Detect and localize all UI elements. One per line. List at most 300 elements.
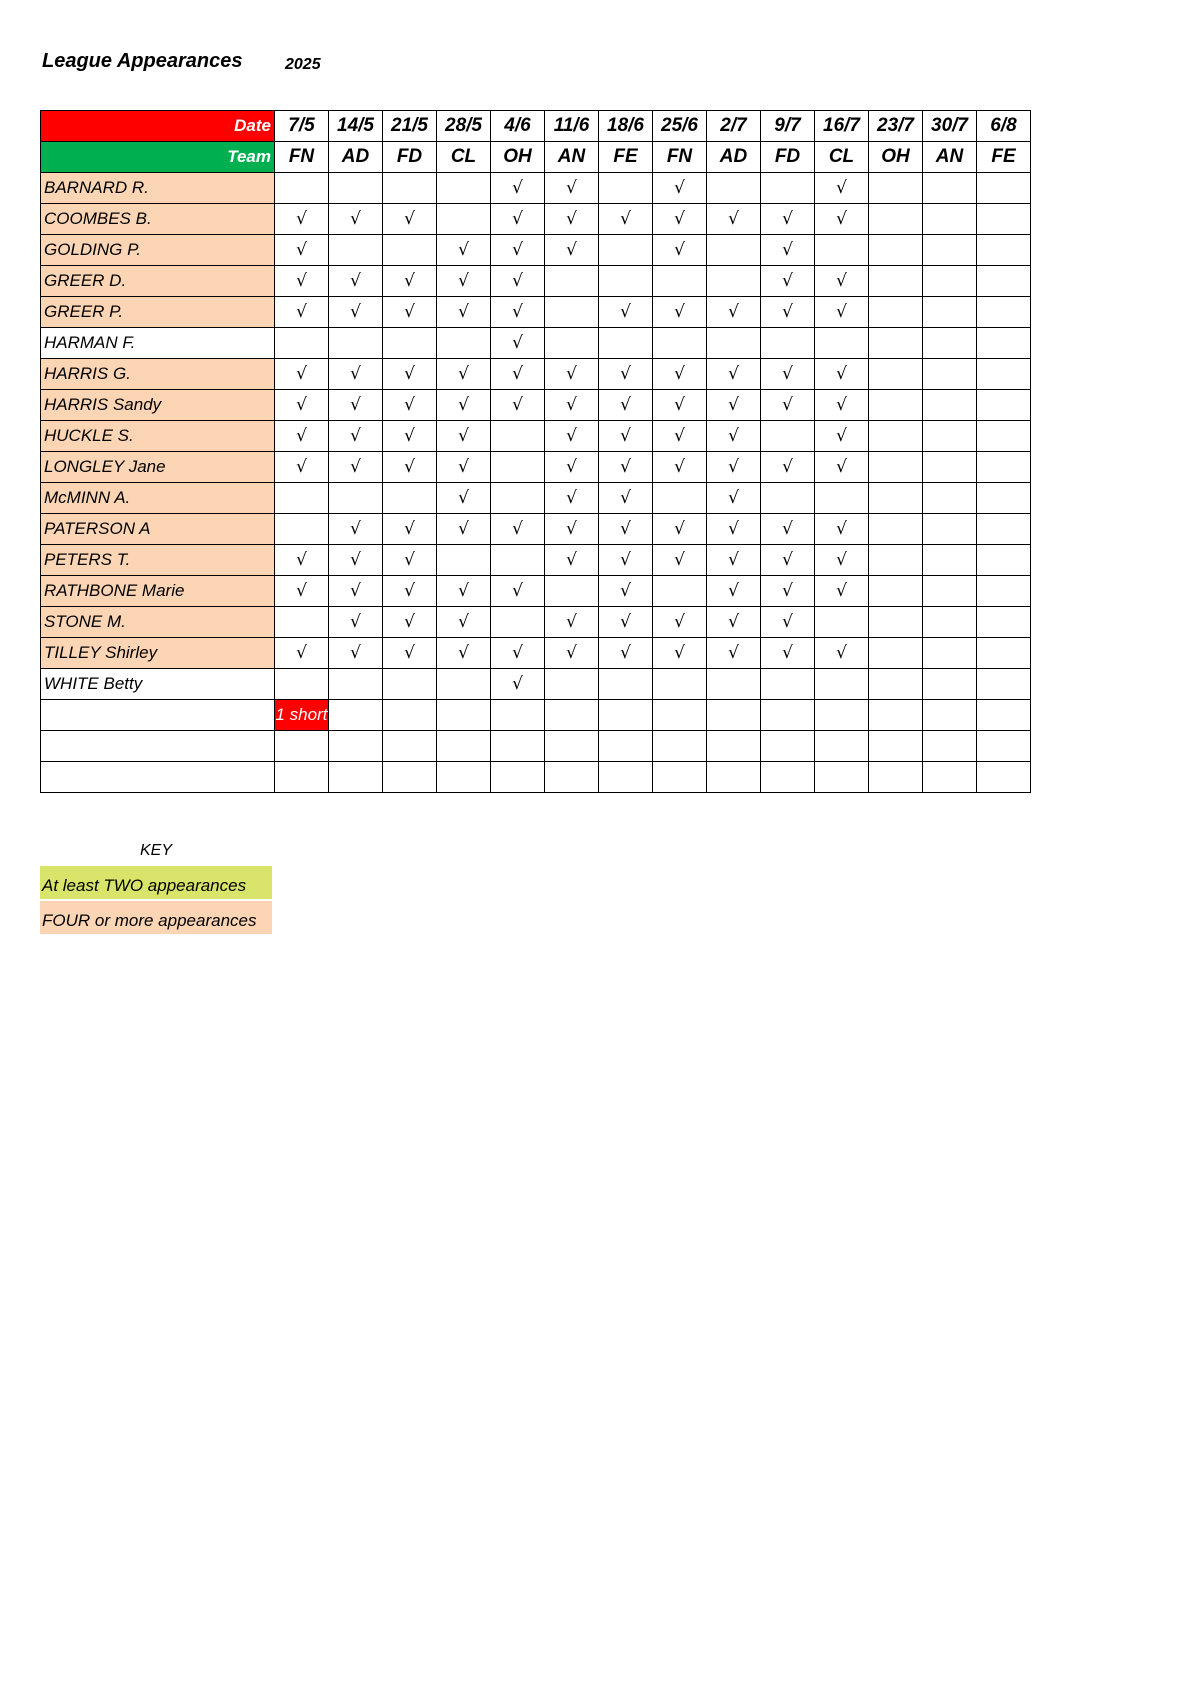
tick-mark: √ (329, 421, 383, 452)
tick-mark: √ (275, 390, 329, 421)
tick-mark: √ (707, 421, 761, 452)
tick-mark: √ (599, 390, 653, 421)
tick-mark: √ (653, 204, 707, 235)
empty-cell (329, 731, 383, 762)
empty-cell (923, 700, 977, 731)
date-header-cell: 21/5 (383, 111, 437, 142)
tick-mark: √ (815, 266, 869, 297)
tick-mark: √ (383, 421, 437, 452)
empty-cell (761, 421, 815, 452)
tick-mark: √ (437, 483, 491, 514)
empty-cell (707, 266, 761, 297)
tick-mark: √ (437, 359, 491, 390)
tick-mark: √ (599, 204, 653, 235)
tick-mark: √ (761, 452, 815, 483)
tick-mark: √ (275, 576, 329, 607)
team-header-cell: FD (761, 142, 815, 173)
key-title: KEY (140, 842, 173, 859)
empty-cell (815, 731, 869, 762)
empty-cell (383, 700, 437, 731)
empty-cell (869, 452, 923, 483)
empty-cell (869, 173, 923, 204)
empty-cell (923, 607, 977, 638)
empty-cell (599, 266, 653, 297)
empty-cell (923, 359, 977, 390)
team-header-cell: FN (653, 142, 707, 173)
empty-cell (923, 545, 977, 576)
tick-mark: √ (383, 390, 437, 421)
empty-cell (923, 297, 977, 328)
player-name: BARNARD R. (41, 173, 275, 204)
empty-cell (599, 173, 653, 204)
empty-cell (815, 235, 869, 266)
empty-cell (815, 700, 869, 731)
tick-mark: √ (491, 173, 545, 204)
empty-cell (599, 700, 653, 731)
tick-mark: √ (491, 328, 545, 359)
player-name: COOMBES B. (41, 204, 275, 235)
empty-cell (923, 576, 977, 607)
team-header-cell: AD (707, 142, 761, 173)
shortfall-row (41, 700, 1031, 731)
tick-mark: √ (707, 514, 761, 545)
empty-cell (869, 576, 923, 607)
empty-name-cell (41, 700, 275, 731)
empty-cell (923, 731, 977, 762)
empty-cell (437, 173, 491, 204)
empty-cell (815, 669, 869, 700)
empty-cell (869, 328, 923, 359)
tick-mark: √ (707, 204, 761, 235)
tick-mark: √ (815, 173, 869, 204)
empty-cell (869, 235, 923, 266)
player-name: TILLEY Shirley (41, 638, 275, 669)
player-row (41, 421, 1031, 452)
player-name: GOLDING P. (41, 235, 275, 266)
tick-mark: √ (545, 452, 599, 483)
tick-mark: √ (545, 545, 599, 576)
empty-cell (977, 638, 1031, 669)
tick-mark: √ (383, 359, 437, 390)
empty-cell (869, 359, 923, 390)
tick-mark: √ (545, 235, 599, 266)
tick-mark: √ (275, 266, 329, 297)
tick-mark: √ (815, 421, 869, 452)
empty-cell (491, 452, 545, 483)
date-header-cell: 25/6 (653, 111, 707, 142)
empty-cell (977, 700, 1031, 731)
date-header-cell: 9/7 (761, 111, 815, 142)
tick-mark: √ (815, 638, 869, 669)
tick-mark: √ (383, 452, 437, 483)
player-name: HARRIS G. (41, 359, 275, 390)
empty-cell (761, 483, 815, 514)
empty-cell (707, 173, 761, 204)
date-header-cell: 4/6 (491, 111, 545, 142)
empty-cell (977, 762, 1031, 793)
tick-mark: √ (491, 266, 545, 297)
player-name: HUCKLE S. (41, 421, 275, 452)
tick-mark: √ (653, 514, 707, 545)
empty-cell (545, 297, 599, 328)
empty-cell (653, 266, 707, 297)
player-name: LONGLEY Jane (41, 452, 275, 483)
tick-mark: √ (815, 576, 869, 607)
shortfall-note: 1 short (275, 700, 329, 731)
tick-mark: √ (491, 297, 545, 328)
empty-cell (275, 669, 329, 700)
tick-mark: √ (491, 359, 545, 390)
empty-cell (869, 638, 923, 669)
date-header-cell: 11/6 (545, 111, 599, 142)
empty-cell (977, 452, 1031, 483)
date-header-cell: 6/8 (977, 111, 1031, 142)
player-name: HARMAN F. (41, 328, 275, 359)
player-row (41, 266, 1031, 297)
player-name: HARRIS Sandy (41, 390, 275, 421)
empty-cell (329, 762, 383, 793)
empty-cell (977, 483, 1031, 514)
empty-cell (761, 669, 815, 700)
empty-cell (599, 235, 653, 266)
tick-mark: √ (275, 235, 329, 266)
tick-mark: √ (653, 297, 707, 328)
tick-mark: √ (599, 514, 653, 545)
tick-mark: √ (437, 638, 491, 669)
tick-mark: √ (275, 545, 329, 576)
tick-mark: √ (275, 421, 329, 452)
tick-mark: √ (491, 638, 545, 669)
empty-cell (275, 762, 329, 793)
date-header-row (41, 111, 1031, 142)
empty-cell (977, 669, 1031, 700)
tick-mark: √ (815, 390, 869, 421)
player-row (41, 669, 1031, 700)
team-header-cell: AD (329, 142, 383, 173)
tick-mark: √ (761, 576, 815, 607)
empty-cell (383, 173, 437, 204)
empty-cell (923, 638, 977, 669)
tick-mark: √ (707, 483, 761, 514)
empty-cell (545, 328, 599, 359)
empty-cell (761, 700, 815, 731)
empty-cell (815, 328, 869, 359)
tick-mark: √ (653, 359, 707, 390)
team-header-cell: AN (545, 142, 599, 173)
tick-mark: √ (545, 204, 599, 235)
team-header-cell: FE (599, 142, 653, 173)
empty-cell (383, 483, 437, 514)
empty-cell (869, 204, 923, 235)
player-row (41, 297, 1031, 328)
player-name: STONE M. (41, 607, 275, 638)
tick-mark: √ (437, 576, 491, 607)
tick-mark: √ (653, 421, 707, 452)
tick-mark: √ (653, 235, 707, 266)
tick-mark: √ (653, 607, 707, 638)
tick-mark: √ (599, 297, 653, 328)
tick-mark: √ (437, 235, 491, 266)
player-name: WHITE Betty (41, 669, 275, 700)
tick-mark: √ (761, 266, 815, 297)
empty-cell (761, 173, 815, 204)
tick-mark: √ (707, 607, 761, 638)
tick-mark: √ (383, 638, 437, 669)
empty-cell (329, 483, 383, 514)
tick-mark: √ (383, 204, 437, 235)
empty-cell (329, 700, 383, 731)
tick-mark: √ (329, 297, 383, 328)
empty-cell (977, 576, 1031, 607)
tick-mark: √ (707, 390, 761, 421)
tick-mark: √ (545, 514, 599, 545)
empty-cell (923, 483, 977, 514)
tick-mark: √ (599, 607, 653, 638)
team-header-cell: FE (977, 142, 1031, 173)
empty-cell (545, 669, 599, 700)
empty-cell (977, 173, 1031, 204)
empty-cell (545, 731, 599, 762)
empty-cell (977, 235, 1031, 266)
player-row (41, 328, 1031, 359)
empty-cell (977, 390, 1031, 421)
empty-cell (977, 514, 1031, 545)
empty-cell (923, 514, 977, 545)
player-row (41, 452, 1031, 483)
player-row (41, 359, 1031, 390)
tick-mark: √ (383, 607, 437, 638)
tick-mark: √ (599, 545, 653, 576)
team-header-cell: FN (275, 142, 329, 173)
date-header-cell: 2/7 (707, 111, 761, 142)
empty-cell (923, 235, 977, 266)
empty-cell (977, 607, 1031, 638)
tick-mark: √ (545, 359, 599, 390)
tick-mark: √ (761, 235, 815, 266)
tick-mark: √ (653, 173, 707, 204)
empty-cell (977, 204, 1031, 235)
tick-mark: √ (275, 359, 329, 390)
tick-mark: √ (653, 390, 707, 421)
empty-cell (869, 762, 923, 793)
tick-mark: √ (329, 545, 383, 576)
empty-cell (977, 297, 1031, 328)
tick-mark: √ (329, 266, 383, 297)
tick-mark: √ (599, 359, 653, 390)
empty-cell (707, 235, 761, 266)
empty-cell (599, 731, 653, 762)
player-row (41, 390, 1031, 421)
empty-cell (383, 731, 437, 762)
player-name: PATERSON A (41, 514, 275, 545)
empty-cell (977, 266, 1031, 297)
empty-cell (869, 669, 923, 700)
empty-cell (491, 700, 545, 731)
tick-mark: √ (383, 297, 437, 328)
empty-cell (923, 669, 977, 700)
empty-cell (815, 483, 869, 514)
tick-mark: √ (599, 576, 653, 607)
empty-cell (275, 173, 329, 204)
empty-cell (869, 607, 923, 638)
tick-mark: √ (599, 638, 653, 669)
tick-mark: √ (761, 204, 815, 235)
tick-mark: √ (329, 514, 383, 545)
empty-name-cell (41, 762, 275, 793)
empty-cell (275, 328, 329, 359)
page-title: League Appearances (42, 50, 243, 72)
empty-cell (275, 731, 329, 762)
empty-cell (545, 762, 599, 793)
empty-cell (761, 328, 815, 359)
empty-cell (329, 669, 383, 700)
tick-mark: √ (815, 359, 869, 390)
tick-mark: √ (491, 514, 545, 545)
empty-cell (869, 483, 923, 514)
player-row (41, 204, 1031, 235)
tick-mark: √ (329, 204, 383, 235)
empty-cell (437, 762, 491, 793)
empty-cell (923, 328, 977, 359)
tick-mark: √ (329, 452, 383, 483)
empty-cell (653, 576, 707, 607)
empty-cell (923, 266, 977, 297)
tick-mark: √ (491, 669, 545, 700)
empty-cell (869, 421, 923, 452)
team-header-cell: CL (815, 142, 869, 173)
player-row (41, 173, 1031, 204)
tick-mark: √ (707, 452, 761, 483)
empty-cell (383, 328, 437, 359)
empty-cell (869, 297, 923, 328)
empty-cell (491, 731, 545, 762)
date-label: Date (41, 111, 275, 142)
tick-mark: √ (707, 359, 761, 390)
empty-cell (869, 514, 923, 545)
player-row (41, 607, 1031, 638)
tick-mark: √ (275, 638, 329, 669)
tick-mark: √ (545, 421, 599, 452)
empty-cell (437, 328, 491, 359)
empty-cell (923, 421, 977, 452)
empty-cell (599, 328, 653, 359)
team-label: Team (41, 142, 275, 173)
empty-name-cell (41, 731, 275, 762)
tick-mark: √ (329, 607, 383, 638)
player-row (41, 576, 1031, 607)
player-name: McMINN A. (41, 483, 275, 514)
tick-mark: √ (437, 607, 491, 638)
tick-mark: √ (275, 297, 329, 328)
empty-cell (653, 762, 707, 793)
empty-cell (977, 359, 1031, 390)
date-header-cell: 18/6 (599, 111, 653, 142)
tick-mark: √ (383, 266, 437, 297)
tick-mark: √ (329, 390, 383, 421)
tick-mark: √ (383, 514, 437, 545)
team-header-cell: OH (491, 142, 545, 173)
empty-row (41, 762, 1031, 793)
tick-mark: √ (761, 607, 815, 638)
empty-cell (761, 762, 815, 793)
tick-mark: √ (437, 297, 491, 328)
player-row (41, 638, 1031, 669)
empty-cell (977, 421, 1031, 452)
tick-mark: √ (707, 576, 761, 607)
tick-mark: √ (707, 638, 761, 669)
empty-cell (383, 762, 437, 793)
empty-cell (977, 545, 1031, 576)
empty-cell (923, 204, 977, 235)
tick-mark: √ (707, 545, 761, 576)
empty-cell (275, 483, 329, 514)
tick-mark: √ (491, 204, 545, 235)
empty-cell (707, 731, 761, 762)
tick-mark: √ (491, 235, 545, 266)
tick-mark: √ (545, 483, 599, 514)
date-header-cell: 30/7 (923, 111, 977, 142)
tick-mark: √ (491, 576, 545, 607)
empty-cell (437, 669, 491, 700)
tick-mark: √ (437, 266, 491, 297)
tick-mark: √ (815, 204, 869, 235)
empty-cell (545, 700, 599, 731)
empty-cell (383, 669, 437, 700)
empty-cell (761, 731, 815, 762)
team-header-cell: CL (437, 142, 491, 173)
tick-mark: √ (761, 297, 815, 328)
tick-mark: √ (761, 638, 815, 669)
tick-mark: √ (437, 421, 491, 452)
tick-mark: √ (437, 452, 491, 483)
tick-mark: √ (599, 421, 653, 452)
empty-cell (437, 731, 491, 762)
team-header-cell: FD (383, 142, 437, 173)
tick-mark: √ (815, 514, 869, 545)
tick-mark: √ (383, 545, 437, 576)
empty-cell (491, 607, 545, 638)
tick-mark: √ (491, 390, 545, 421)
empty-cell (869, 700, 923, 731)
empty-cell (653, 731, 707, 762)
empty-cell (707, 700, 761, 731)
empty-cell (869, 390, 923, 421)
tick-mark: √ (653, 452, 707, 483)
empty-cell (545, 576, 599, 607)
empty-cell (437, 700, 491, 731)
empty-cell (599, 762, 653, 793)
empty-cell (653, 328, 707, 359)
player-name: GREER P. (41, 297, 275, 328)
tick-mark: √ (815, 452, 869, 483)
tick-mark: √ (815, 545, 869, 576)
player-name: RATHBONE Marie (41, 576, 275, 607)
tick-mark: √ (437, 514, 491, 545)
empty-cell (815, 762, 869, 793)
tick-mark: √ (329, 576, 383, 607)
tick-mark: √ (599, 483, 653, 514)
empty-cell (437, 204, 491, 235)
empty-cell (923, 762, 977, 793)
player-row (41, 483, 1031, 514)
empty-cell (599, 669, 653, 700)
player-row (41, 545, 1031, 576)
empty-cell (491, 545, 545, 576)
date-header-cell: 23/7 (869, 111, 923, 142)
player-row (41, 514, 1031, 545)
team-header-cell: OH (869, 142, 923, 173)
tick-mark: √ (545, 638, 599, 669)
